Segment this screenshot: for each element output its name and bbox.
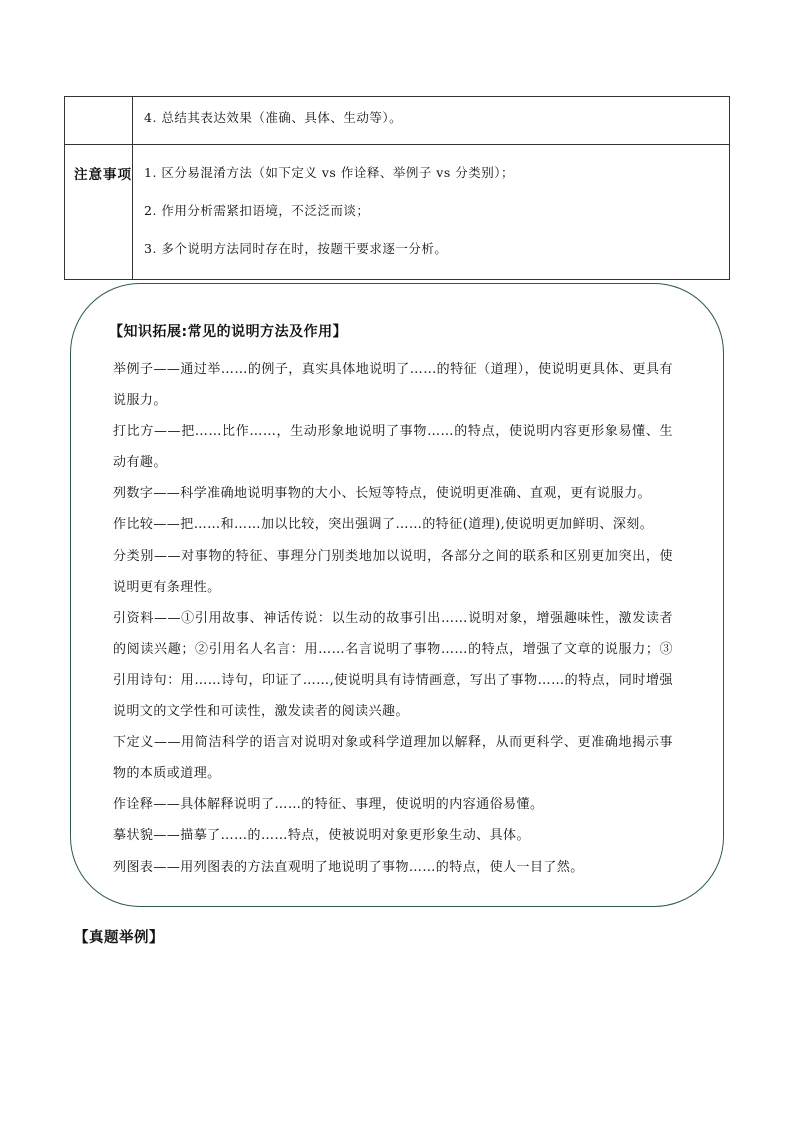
method-item-chart: 列图表——用列图表的方法直观明了地说明了事物……的特点，使人一目了然。 <box>113 859 584 875</box>
section-heading-exam-examples: 【真题举例】 <box>74 930 164 946</box>
row-label-cell <box>65 97 133 145</box>
method-table <box>64 96 730 280</box>
note-line-3: 3. 多个说明方法同时存在时，按题干要求逐一分析。 <box>144 241 448 256</box>
method-item-description: 摹状貌——描摹了……的……特点，使被说明对象更形象生动、具体。 <box>113 828 530 844</box>
row-content-cell <box>133 97 730 145</box>
method-item-explanation: 作诠释——具体解释说明了……的特征、事理，使说明的内容通俗易懂。 <box>113 797 544 813</box>
row-label <box>65 97 132 112</box>
method-item-definition: 下定义——用简洁科学的语言对说明对象或科学道理加以解释，从而更科学、更准确地揭示事物的本质或道理。 <box>113 735 673 782</box>
method-item-citation: 引资料——①引用故事、神话传说：以生动的故事引出……说明对象，增强趣味性，激发读者的阅读兴趣；②引用名人名言：用……名言说明了事物……的特点，增强了文章的说服力；③引用诗句：用……诗句，印证了……,使说明具有诗情画意，写出了事物……的特点，同时增强说明文的文学性和可读性，激发读者的阅读兴趣。 <box>113 610 673 720</box>
method-item-numbers: 列数字——科学准确地说明事物的大小、长短等特点，使说明更准确、直观，更有说服力。 <box>113 486 652 502</box>
row-content-cell <box>133 145 730 280</box>
method-item-classification: 分类别——对事物的特征、事理分门别类地加以说明，各部分之间的联系和区别更加突出，使说明更有条理性。 <box>113 548 673 595</box>
notes-label: 注意事项 <box>74 167 132 183</box>
knowledge-box-body <box>113 354 673 883</box>
step-4-text: 4. 总结其表达效果（准确、具体、生动等）。 <box>144 110 403 125</box>
method-item-comparison: 作比较——把……和……加以比较，突出强调了……的特征(道理),使说明更加鲜明、深刻。 <box>113 517 654 533</box>
table-row <box>65 97 730 145</box>
row-label-cell <box>65 145 133 280</box>
knowledge-box-title: 【知识拓展:常见的说明方法及作用】 <box>109 324 348 340</box>
note-line-1: 1. 区分易混淆方法（如下定义 vs 作诠释、举例子 vs 分类别）； <box>144 165 514 180</box>
note-line-2: 2. 作用分析需紧扣语境，不泛泛而谈； <box>144 203 370 218</box>
method-item-example: 举例子——通过举……的例子，真实具体地说明了……的特征（道理），使说明更具体、更具有说服力。 <box>113 362 673 409</box>
table-row <box>65 145 730 280</box>
method-item-metaphor: 打比方——把……比作……，生动形象地说明了事物……的特点，使说明内容更形象易懂、生动有趣。 <box>113 424 673 471</box>
